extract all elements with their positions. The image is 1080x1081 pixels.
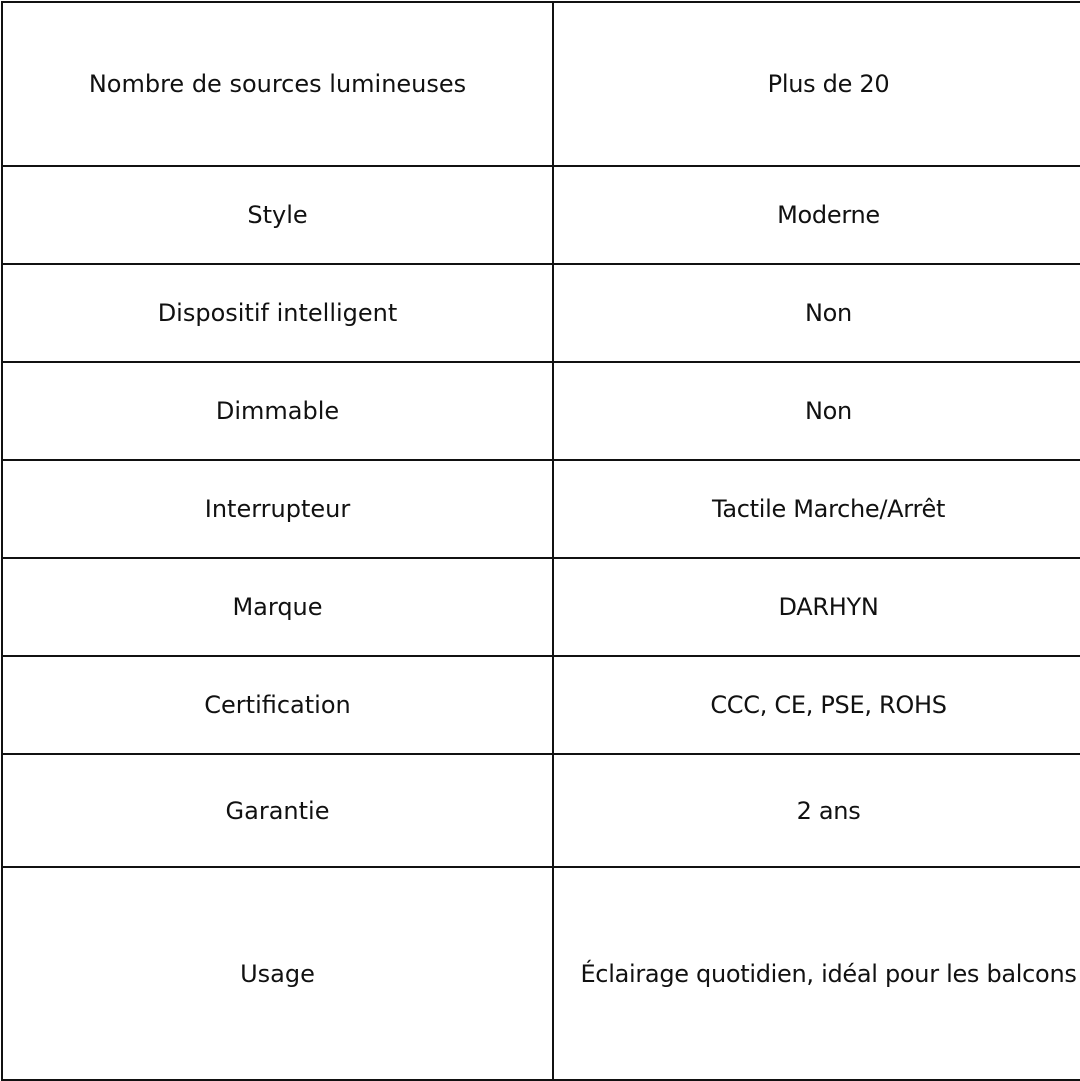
table-row <box>2 264 1080 362</box>
spec-value-smart-device: Non <box>553 264 1080 362</box>
spec-value-brand: DARHYN <box>553 558 1080 656</box>
spec-value-style: Moderne <box>553 166 1080 264</box>
table-row <box>2 166 1080 264</box>
table-row <box>2 754 1080 867</box>
spec-value-dimmable: Non <box>553 362 1080 460</box>
spec-label-switch: Interrupteur <box>2 460 553 558</box>
spec-value-usage: Éclairage quotidien, idéal pour les balcons <box>553 867 1080 1080</box>
spec-value-light-sources: Plus de 20 <box>553 2 1080 166</box>
table-row <box>2 2 1080 166</box>
table-row <box>2 362 1080 460</box>
spec-label-style: Style <box>2 166 553 264</box>
product-spec-table <box>1 1 1080 1081</box>
table-row <box>2 558 1080 656</box>
spec-label-certification: Certification <box>2 656 553 754</box>
spec-label-usage: Usage <box>2 867 553 1080</box>
spec-value-warranty: 2 ans <box>553 754 1080 867</box>
table-row <box>2 656 1080 754</box>
spec-value-certification: CCC, CE, PSE, ROHS <box>553 656 1080 754</box>
spec-label-dimmable: Dimmable <box>2 362 553 460</box>
spec-value-switch: Tactile Marche/Arrêt <box>553 460 1080 558</box>
spec-label-light-sources: Nombre de sources lumineuses <box>2 2 553 166</box>
table-row <box>2 460 1080 558</box>
spec-label-warranty: Garantie <box>2 754 553 867</box>
spec-label-brand: Marque <box>2 558 553 656</box>
spec-label-smart-device: Dispositif intelligent <box>2 264 553 362</box>
table-row <box>2 867 1080 1080</box>
